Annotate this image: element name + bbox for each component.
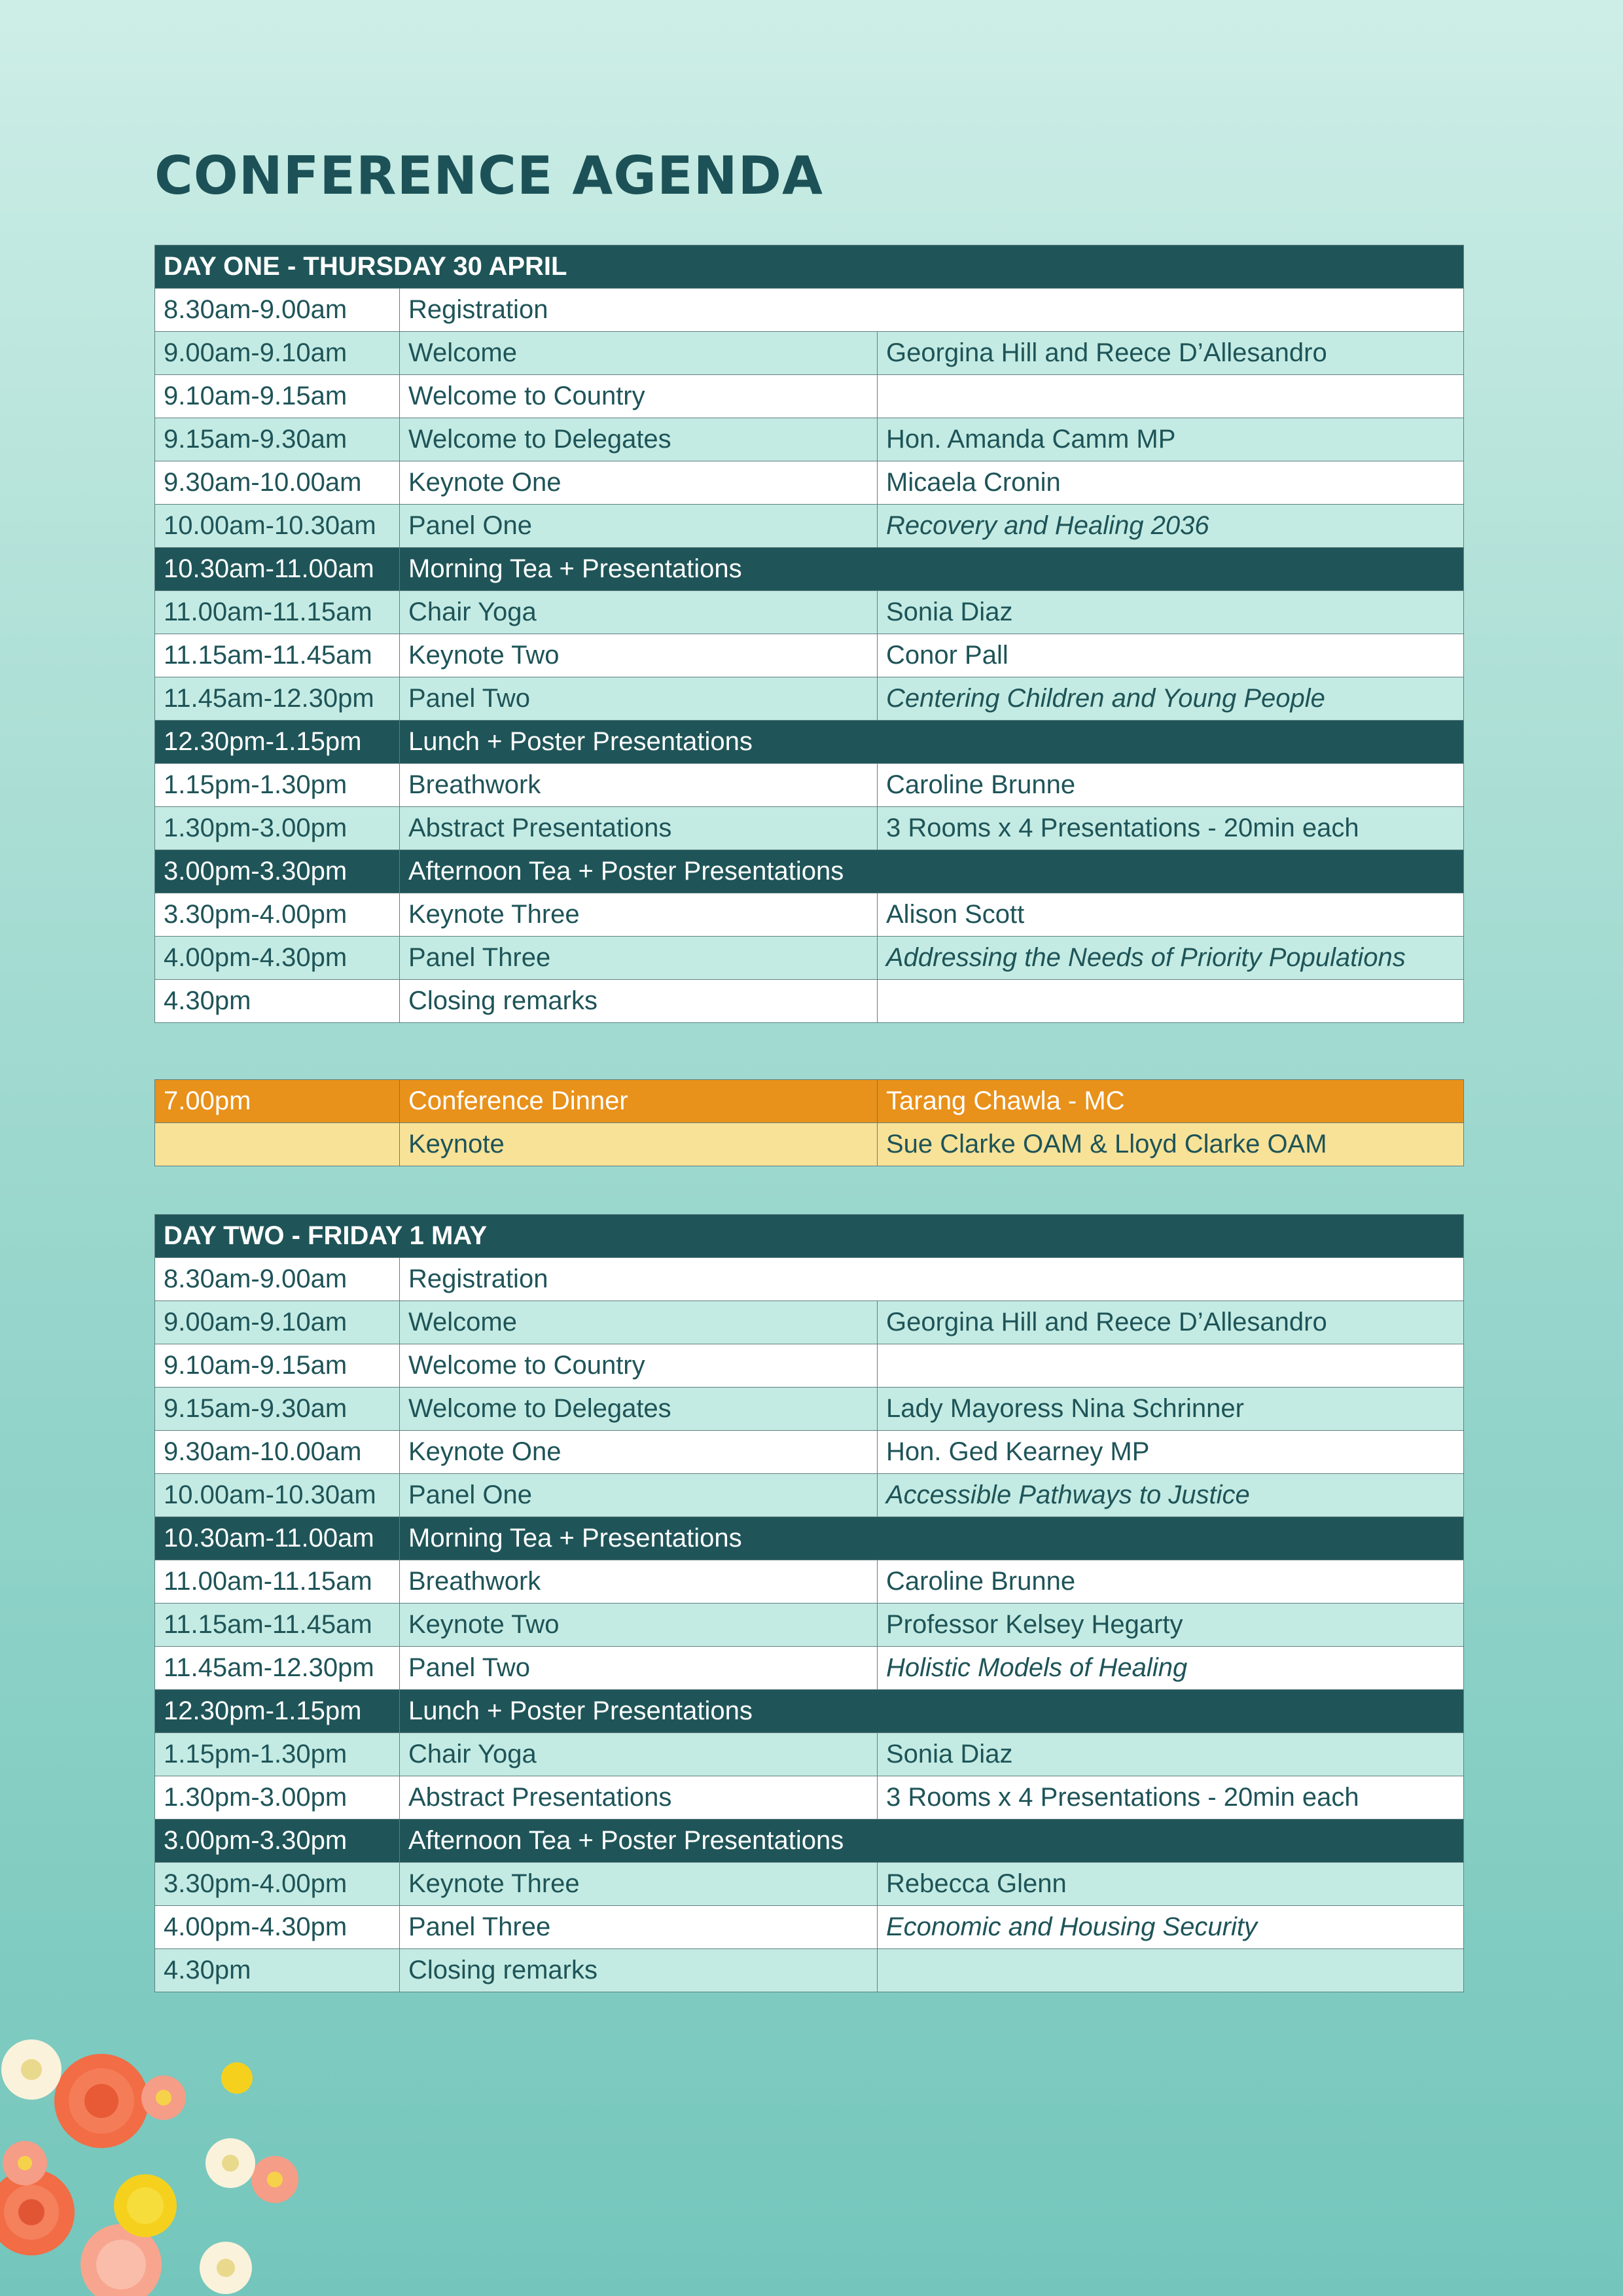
session-time: 3.30pm-4.00pm: [155, 1863, 400, 1906]
agenda-row: [155, 1344, 1464, 1388]
session-title: Chair Yoga: [400, 591, 878, 634]
session-title: Abstract Presentations: [400, 1776, 878, 1820]
flower-yellow-icon: [221, 2062, 253, 2094]
agenda-row: [155, 1080, 1464, 1123]
agenda-row: [155, 1301, 1464, 1344]
agenda-row: [155, 1560, 1464, 1604]
session-detail: Holistic Models of Healing: [878, 1647, 1464, 1690]
flower-pink-icon: [251, 2156, 298, 2203]
agenda-row: [155, 1474, 1464, 1517]
flower-cluster-icon: [0, 2022, 314, 2296]
session-title: Closing remarks: [400, 980, 878, 1023]
agenda-row: [155, 721, 1464, 764]
dinner-table: [154, 1079, 1464, 1166]
session-detail: 3 Rooms x 4 Presentations - 20min each: [878, 807, 1464, 850]
session-time: 10.30am-11.00am: [155, 548, 400, 591]
agenda-row: [155, 1388, 1464, 1431]
session-detail: [878, 1344, 1464, 1388]
session-title: Registration: [400, 289, 1464, 332]
session-time: 1.15pm-1.30pm: [155, 1733, 400, 1776]
agenda-row: [155, 980, 1464, 1023]
session-time: 11.15am-11.45am: [155, 1604, 400, 1647]
session-time: 3.00pm-3.30pm: [155, 850, 400, 893]
session-title: Keynote Two: [400, 634, 878, 677]
flower-pink-icon: [3, 2141, 47, 2185]
day-one-agenda-table: [154, 245, 1464, 1023]
agenda-row: [155, 1949, 1464, 1992]
session-title: Keynote: [400, 1123, 878, 1166]
session-time: 11.45am-12.30pm: [155, 1647, 400, 1690]
session-time: 8.30am-9.00am: [155, 289, 400, 332]
session-title: Panel One: [400, 505, 878, 548]
agenda-row: [155, 1906, 1464, 1949]
session-detail: Accessible Pathways to Justice: [878, 1474, 1464, 1517]
flower-pink-icon: [141, 2075, 186, 2120]
session-title: Conference Dinner: [400, 1080, 878, 1123]
agenda-row: [155, 591, 1464, 634]
agenda-row: [155, 1820, 1464, 1863]
session-title: Lunch + Poster Presentations: [400, 1690, 1464, 1733]
session-detail: Recovery and Healing 2036: [878, 505, 1464, 548]
agenda-row: [155, 850, 1464, 893]
agenda-row: [155, 332, 1464, 375]
session-title: Keynote One: [400, 461, 878, 505]
session-time: 1.30pm-3.00pm: [155, 1776, 400, 1820]
session-title: Lunch + Poster Presentations: [400, 721, 1464, 764]
agenda-row: [155, 505, 1464, 548]
session-detail: [878, 980, 1464, 1023]
flower-cream-icon: [1, 2039, 62, 2100]
session-title: Welcome to Delegates: [400, 1388, 878, 1431]
session-detail: Rebecca Glenn: [878, 1863, 1464, 1906]
session-title: Afternoon Tea + Poster Presentations: [400, 850, 1464, 893]
day-one-heading: DAY ONE - THURSDAY 30 APRIL: [155, 245, 1464, 289]
agenda-row: [155, 1123, 1464, 1166]
session-detail: Addressing the Needs of Priority Populations: [878, 937, 1464, 980]
agenda-row: [155, 1647, 1464, 1690]
session-detail: Conor Pall: [878, 634, 1464, 677]
session-time: 9.30am-10.00am: [155, 1431, 400, 1474]
session-title: Keynote Two: [400, 1604, 878, 1647]
session-detail: Sue Clarke OAM & Lloyd Clarke OAM: [878, 1123, 1464, 1166]
session-detail: [878, 1949, 1464, 1992]
flower-yellow-icon: [114, 2174, 177, 2237]
session-time: 11.45am-12.30pm: [155, 677, 400, 721]
session-title: Registration: [400, 1258, 1464, 1301]
session-time: [155, 1123, 400, 1166]
flower-cream-icon: [205, 2138, 255, 2188]
session-title: Chair Yoga: [400, 1733, 878, 1776]
agenda-row: [155, 1604, 1464, 1647]
session-time: 9.30am-10.00am: [155, 461, 400, 505]
session-title: Welcome to Country: [400, 1344, 878, 1388]
session-title: Keynote Three: [400, 1863, 878, 1906]
session-title: Abstract Presentations: [400, 807, 878, 850]
agenda-row: [155, 807, 1464, 850]
session-time: 10.00am-10.30am: [155, 1474, 400, 1517]
session-detail: 3 Rooms x 4 Presentations - 20min each: [878, 1776, 1464, 1820]
agenda-row: [155, 893, 1464, 937]
session-detail: Caroline Brunne: [878, 1560, 1464, 1604]
agenda-row: [155, 1733, 1464, 1776]
session-time: 4.30pm: [155, 980, 400, 1023]
agenda-row: [155, 418, 1464, 461]
agenda-row: [155, 375, 1464, 418]
agenda-row: [155, 461, 1464, 505]
session-time: 4.00pm-4.30pm: [155, 1906, 400, 1949]
agenda-row: [155, 1863, 1464, 1906]
agenda-row: [155, 677, 1464, 721]
day-two-agenda-table: [154, 1214, 1464, 1992]
session-time: 1.30pm-3.00pm: [155, 807, 400, 850]
session-detail: Micaela Cronin: [878, 461, 1464, 505]
session-title: Welcome: [400, 332, 878, 375]
session-time: 3.00pm-3.30pm: [155, 1820, 400, 1863]
flower-orange-icon: [54, 2054, 149, 2148]
session-detail: Hon. Amanda Camm MP: [878, 418, 1464, 461]
session-time: 4.00pm-4.30pm: [155, 937, 400, 980]
session-time: 9.00am-9.10am: [155, 332, 400, 375]
session-time: 12.30pm-1.15pm: [155, 1690, 400, 1733]
agenda-row: [155, 937, 1464, 980]
session-detail: Georgina Hill and Reece D’Allesandro: [878, 1301, 1464, 1344]
session-time: 9.10am-9.15am: [155, 1344, 400, 1388]
session-time: 12.30pm-1.15pm: [155, 721, 400, 764]
session-title: Morning Tea + Presentations: [400, 1517, 1464, 1560]
agenda-row: [155, 548, 1464, 591]
agenda-row: [155, 1517, 1464, 1560]
session-detail: Professor Kelsey Hegarty: [878, 1604, 1464, 1647]
agenda-row: [155, 764, 1464, 807]
day-two-heading-row: [155, 1215, 1464, 1258]
agenda-row: [155, 1431, 1464, 1474]
session-title: Breathwork: [400, 1560, 878, 1604]
session-title: Closing remarks: [400, 1949, 878, 1992]
session-detail: Sonia Diaz: [878, 1733, 1464, 1776]
session-detail: Hon. Ged Kearney MP: [878, 1431, 1464, 1474]
session-detail: Alison Scott: [878, 893, 1464, 937]
session-time: 11.00am-11.15am: [155, 591, 400, 634]
session-detail: Lady Mayoress Nina Schrinner: [878, 1388, 1464, 1431]
session-detail: Centering Children and Young People: [878, 677, 1464, 721]
session-time: 11.15am-11.45am: [155, 634, 400, 677]
session-title: Panel Two: [400, 1647, 878, 1690]
flower-orange-icon: [0, 2169, 75, 2255]
session-time: 10.30am-11.00am: [155, 1517, 400, 1560]
session-time: 9.00am-9.10am: [155, 1301, 400, 1344]
page-title: CONFERENCE AGENDA: [154, 145, 823, 206]
session-time: 1.15pm-1.30pm: [155, 764, 400, 807]
flower-cream-icon: [200, 2242, 252, 2294]
session-detail: [878, 375, 1464, 418]
session-detail: Georgina Hill and Reece D’Allesandro: [878, 332, 1464, 375]
session-title: Keynote One: [400, 1431, 878, 1474]
day-two-heading: DAY TWO - FRIDAY 1 MAY: [155, 1215, 1464, 1258]
session-detail: Caroline Brunne: [878, 764, 1464, 807]
agenda-row: [155, 1258, 1464, 1301]
session-detail: Tarang Chawla - MC: [878, 1080, 1464, 1123]
session-title: Keynote Three: [400, 893, 878, 937]
session-title: Panel Three: [400, 937, 878, 980]
session-title: Morning Tea + Presentations: [400, 548, 1464, 591]
agenda-row: [155, 289, 1464, 332]
agenda-row: [155, 1690, 1464, 1733]
session-time: 9.15am-9.30am: [155, 1388, 400, 1431]
session-detail: Sonia Diaz: [878, 591, 1464, 634]
session-title: Welcome to Country: [400, 375, 878, 418]
agenda-row: [155, 1776, 1464, 1820]
day-one-heading-row: [155, 245, 1464, 289]
session-time: 7.00pm: [155, 1080, 400, 1123]
session-title: Panel Two: [400, 677, 878, 721]
session-time: 10.00am-10.30am: [155, 505, 400, 548]
session-time: 8.30am-9.00am: [155, 1258, 400, 1301]
session-time: 9.15am-9.30am: [155, 418, 400, 461]
agenda-row: [155, 634, 1464, 677]
session-title: Welcome to Delegates: [400, 418, 878, 461]
session-time: 11.00am-11.15am: [155, 1560, 400, 1604]
session-detail: Economic and Housing Security: [878, 1906, 1464, 1949]
session-title: Panel Three: [400, 1906, 878, 1949]
session-time: 4.30pm: [155, 1949, 400, 1992]
session-title: Breathwork: [400, 764, 878, 807]
session-title: Afternoon Tea + Poster Presentations: [400, 1820, 1464, 1863]
session-time: 3.30pm-4.00pm: [155, 893, 400, 937]
session-title: Panel One: [400, 1474, 878, 1517]
session-title: Welcome: [400, 1301, 878, 1344]
session-time: 9.10am-9.15am: [155, 375, 400, 418]
